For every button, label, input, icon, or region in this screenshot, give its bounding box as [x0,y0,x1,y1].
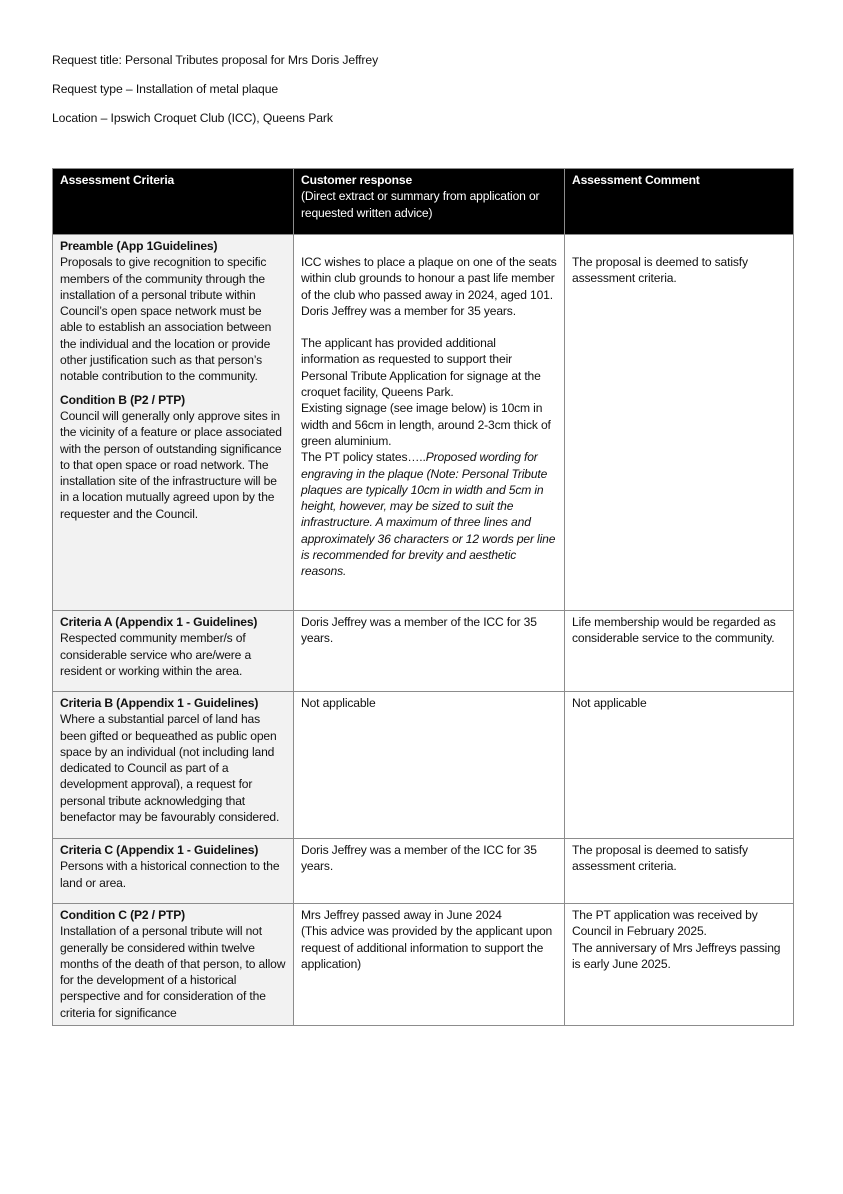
criteria-cell [53,692,294,839]
column-header-comment [565,169,794,235]
comment-text: The proposal is deemed to satisfy assessment criteria. [572,843,748,874]
criteria-header-label: Assessment Criteria [60,173,175,187]
criteria-title: Criteria B (Appendix 1 - Guidelines) [60,696,259,710]
response-paragraph: Mrs Jeffrey passed away in June 2024 [301,908,502,922]
criteria-text: Persons with a historical connection to the land or area. [60,859,280,890]
comment-cell [565,692,794,839]
table-row [53,839,794,904]
table-header-row [53,169,794,235]
comment-text: Not applicable [572,696,647,710]
comment-cell [565,611,794,692]
request-title: Request title: Personal Tributes proposal for Mrs Doris Jeffrey [52,53,379,67]
criteria-title-2: Condition B (P2 / PTP) [60,392,186,407]
comment-cell [565,839,794,904]
policy-quote: Proposed wording for engraving in the plaque (Note: Personal Tribute plaques are typically 10cm in width and 5cm in height, however, may be sized to suit the infrastructure. A maximum of three lines and approximately 36 characters or 12 words per line is recommended for brevity and aesthetic reasons. [301,450,556,579]
criteria-text: Installation of a personal tribute will not generally be considered within twelve months of the death of that person, to allow for the development of a historical perspective and for consideration of the criteria for significance [60,924,286,1020]
table-row [53,611,794,692]
table-row [53,235,794,611]
comment-text: The proposal is deemed to satisfy assessment criteria. [572,255,748,286]
criteria-title: Condition C (P2 / PTP) [60,908,186,922]
response-paragraph: The applicant has provided additional information as requested to support their Personal Tribute Application for signage at the croquet facility, Queens Park. [301,336,541,400]
table-row [53,692,794,839]
response-paragraph: Existing signage (see image below) is 10cm in width and 56cm in length, around 2-3cm thick of green aluminium. [301,401,551,448]
criteria-text: Respected community member/s of considerable service who are/were a resident or working within the area. [60,631,252,678]
comment-paragraph: The anniversary of Mrs Jeffreys passing is early June 2025. [572,940,781,971]
response-cell [294,235,565,611]
comment-header-label: Assessment Comment [572,173,700,187]
response-paragraph: ICC wishes to place a plaque on one of the seats within club grounds to honour a past life member of the club who passed away in 2024, aged 101. Doris Jeffrey was a member for 35 years. [301,255,557,318]
criteria-text-2: Council will generally only approve sites in the vicinity of a feature or place associated with the person of outstanding significance to that open space or road network. The installation site of the infrastructure will be in a location mutually agreed upon by the requester and the Council. [60,408,282,521]
policy-lead: The PT policy states….. [301,450,426,465]
response-header-sublabel: (Direct extract or summary from application or requested written advice) [301,189,540,220]
response-text: Doris Jeffrey was a member of the ICC for 35 years. [301,843,537,874]
response-paragraph [301,449,557,579]
criteria-title: Criteria A (Appendix 1 - Guidelines) [60,615,258,629]
response-header-label: Customer response [301,173,413,187]
criteria-cell [53,235,294,611]
criteria-text: Where a substantial parcel of land has been gifted or bequeathed as public open space by an individual (not including land dedicated to Council as part of a development approval), a request for personal tribute acknowledging that benefactor may be favourably considered. [60,712,280,825]
assessment-table [52,168,794,1026]
response-paragraph: (This advice was provided by the applicant upon request of additional information to support the application) [301,924,553,971]
criteria-title: Preamble (App 1Guidelines) [60,239,218,253]
response-cell [294,692,565,839]
criteria-cell [53,611,294,692]
criteria-cell [53,839,294,904]
comment-cell [565,235,794,611]
criteria-cell [53,904,294,1026]
request-location: Location – Ipswich Croquet Club (ICC), Queens Park [52,111,333,125]
response-cell [294,839,565,904]
column-header-criteria [53,169,294,235]
criteria-text: Proposals to give recognition to specific members of the community through the installation of a personal tribute within Council’s open space network must be able to establish an association between the individual and the location or provide other justification such as that person’s notable contribution to the community. [60,255,272,384]
table-row [53,904,794,1026]
request-type: Request type – Installation of metal plaque [52,82,279,96]
column-header-response [294,169,565,235]
comment-paragraph: The PT application was received by Council in February 2025. [572,908,758,939]
response-cell [294,904,565,1026]
response-cell [294,611,565,692]
response-text: Doris Jeffrey was a member of the ICC for 35 years. [301,615,537,646]
response-text: Not applicable [301,696,376,710]
comment-text: Life membership would be regarded as considerable service to the community. [572,615,776,646]
criteria-title: Criteria C (Appendix 1 - Guidelines) [60,843,259,857]
comment-cell [565,904,794,1026]
